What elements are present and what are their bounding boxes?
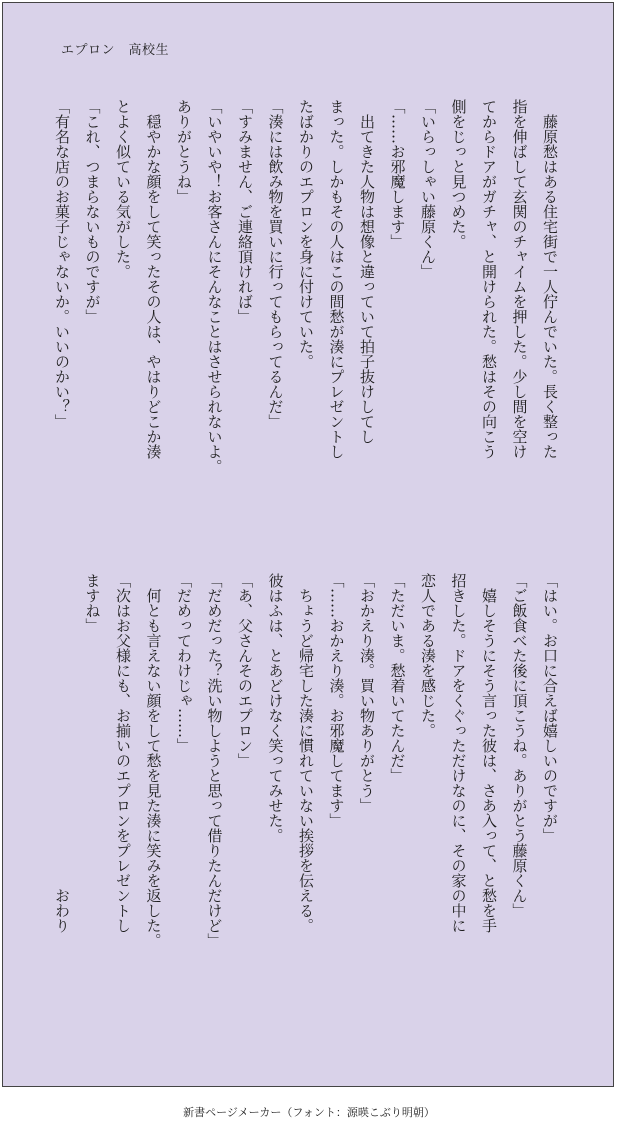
text-line: 藤原愁はある住宅街で一人佇んでいた。長く整った [541,99,559,459]
text-line: 「すみません、ご連絡頂ければ」 [236,99,254,324]
text-line: 指を伸ばして玄関のチャイムを押した。少し間を空け [510,99,529,459]
text-line: ますね」 [83,573,102,633]
text-line: 「……お邪魔します」 [388,99,407,249]
text-line: 恋人である湊を感じた。 [419,573,437,738]
text-line: 「湊には飲み物を買いに行ってもらってるんだ」 [266,99,285,429]
text-line: 「いらっしゃい藤原くん」 [419,99,437,279]
text-line: ちょうど帰宅した湊に慣れていない挨拶を伝える。 [297,573,315,933]
text-line: 「次はお父様にも、お揃いのエプロンをプレゼントし [114,573,132,933]
text-line: 穏やかな顔をして笑ったその人は、やはりどこか湊 [144,99,163,459]
text-line: 「いやいや！お客さんにそんなことはさせられないよ。 [205,99,224,474]
page-header-title: エプロン 高校生 [61,43,170,58]
text-line: 「おかえり湊。買い物ありがとう」 [358,573,376,813]
novel-page [2,2,614,1087]
footer-credit: 新書ページメーカー（フォント：源暎こぶり明朝） [183,1106,435,1119]
text-line: まった。しかもその人はこの間愁が湊にプレゼントし [327,99,346,459]
text-line: 何とも言えない顔をして愁を見た湊に笑みを返した。 [144,573,163,948]
text-line: 側をじっと見つめた。 [449,99,468,249]
ending-text: おわり [53,573,71,933]
text-block-top [53,99,565,529]
text-line: 「あ、父さんそのエプロン」 [236,573,254,768]
text-line: 彼はふは、とあどけなく笑ってみせた。 [266,573,285,843]
text-line: 出てきた人物は想像と違っていて拍子抜けしてし [358,99,376,444]
text-line: 「有名な店のお菓子じゃないか。いいのかい？」 [53,99,71,429]
text-line: 「ただいま。愁着いてたんだ」 [388,573,407,783]
text-line: 「……おかえり湊。お邪魔してます」 [327,573,346,828]
text-line: 「だめだった？洗い物しようと思って借りたんだけど」 [205,573,224,948]
text-line: 「だめってわけじゃ……」 [175,573,193,753]
text-line: てからドアがガチャ、と開けられた。愁はその向こう [480,99,498,459]
text-line: 「これ、つまらないものですが」 [83,99,102,324]
text-line: とよく似ている気がした。 [114,99,132,279]
text-line: 「ご飯食べた後に頂こうね。ありがとう藤原くん」 [510,573,529,918]
text-block-bottom [53,573,565,1033]
text-line: ありがとうね」 [175,99,193,204]
text-line: たばかりのエプロンを身に付けていた。 [297,99,315,369]
text-line: 嬉しそうにそう言った彼は、さあ入って、と愁を手 [480,573,498,933]
text-line: 「はい。お口に合えば嬉しいのですが」 [541,573,559,843]
text-line: 招きした。ドアをくぐっただけなのに、その家の中に [449,573,468,933]
